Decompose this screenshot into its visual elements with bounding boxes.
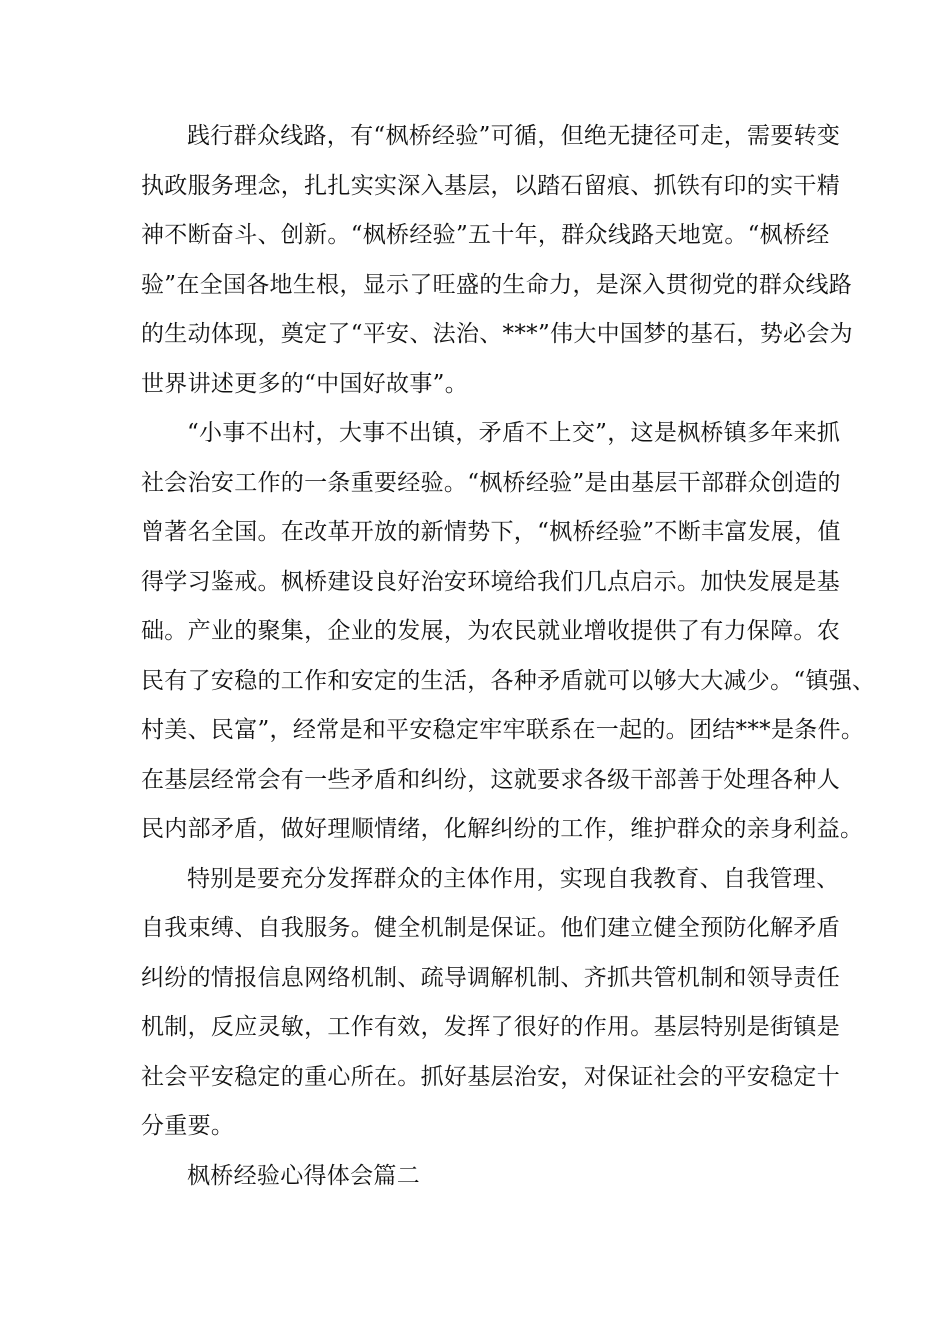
paragraph-line: 社会治安工作的一条重要经验。“枫桥经验”是由基层干部群众创造的 — [141, 469, 841, 496]
paragraph-line: 践行群众线路，有“枫桥经验”可循，但绝无捷径可走，需要转变 — [187, 123, 841, 149]
paragraph-line: 验”在全国各地生根，显示了旺盛的生命力，是深入贯彻党的群众线路 — [141, 271, 853, 298]
paragraph-line: 社会平安稳定的重心所在。抓好基层治安，对保证社会的平安稳定十 — [141, 1063, 840, 1090]
paragraph-line: 纠纷的情报信息网络机制、疏导调解机制、齐抓共管机制和领导责任 — [141, 964, 840, 991]
paragraph-line: 得学习鉴戒。枫桥建设良好治安环境给我们几点启示。加快发展是基 — [141, 568, 840, 595]
paragraph-line: 机制，反应灵敏，工作有效，发挥了很好的作用。基层特别是街镇是 — [141, 1014, 840, 1040]
paragraph-line: 础。产业的聚集，企业的发展，为农民就业增收提供了有力保障。农 — [141, 618, 840, 644]
paragraph-line: 民内部矛盾，做好理顺情绪，化解纠纷的工作，维护群众的亲身利益。 — [141, 816, 864, 842]
paragraph-line: 曾著名全国。在改革开放的新情势下，“枫桥经验”不断丰富发展，值 — [141, 519, 841, 545]
paragraph-line: 神不断奋斗、创新。“枫桥经验”五十年，群众线路天地宽。“枫桥经 — [141, 222, 830, 248]
paragraph-line: 村美、民富”，经常是和平安稳定牢牢联系在一起的。团结***是条件。 — [141, 717, 865, 743]
paragraph-line: 世界讲述更多的“中国好故事”。 — [141, 370, 469, 397]
paragraph-line: “小事不出村，大事不出镇，矛盾不上交”，这是枫桥镇多年来抓 — [187, 420, 841, 446]
document-body — [141, 112, 876, 1201]
paragraph-line: 的生动体现，奠定了“平安、法治、***”伟大中国梦的基石，势必会为 — [141, 321, 853, 347]
paragraph-line: 民有了安稳的工作和安定的生活，各种矛盾就可以够大大减少。“镇强、 — [141, 667, 876, 694]
paragraph-line: 执政服务理念，扎扎实实深入基层，以踏石留痕、抓铁有印的实干精 — [141, 172, 840, 199]
paragraph-line: 在基层经常会有一些矛盾和纠纷，这就要求各级干部善于处理各种人 — [141, 766, 840, 793]
paragraph-line: 特别是要充分发挥群众的主体作用，实现自我教育、自我管理、 — [187, 865, 840, 892]
paragraph-line: 分重要。 — [141, 1113, 235, 1139]
section-heading: 枫桥经验心得体会篇二 — [187, 1162, 420, 1189]
paragraph-line: 自我束缚、自我服务。健全机制是保证。他们建立健全预防化解矛盾 — [141, 915, 840, 941]
